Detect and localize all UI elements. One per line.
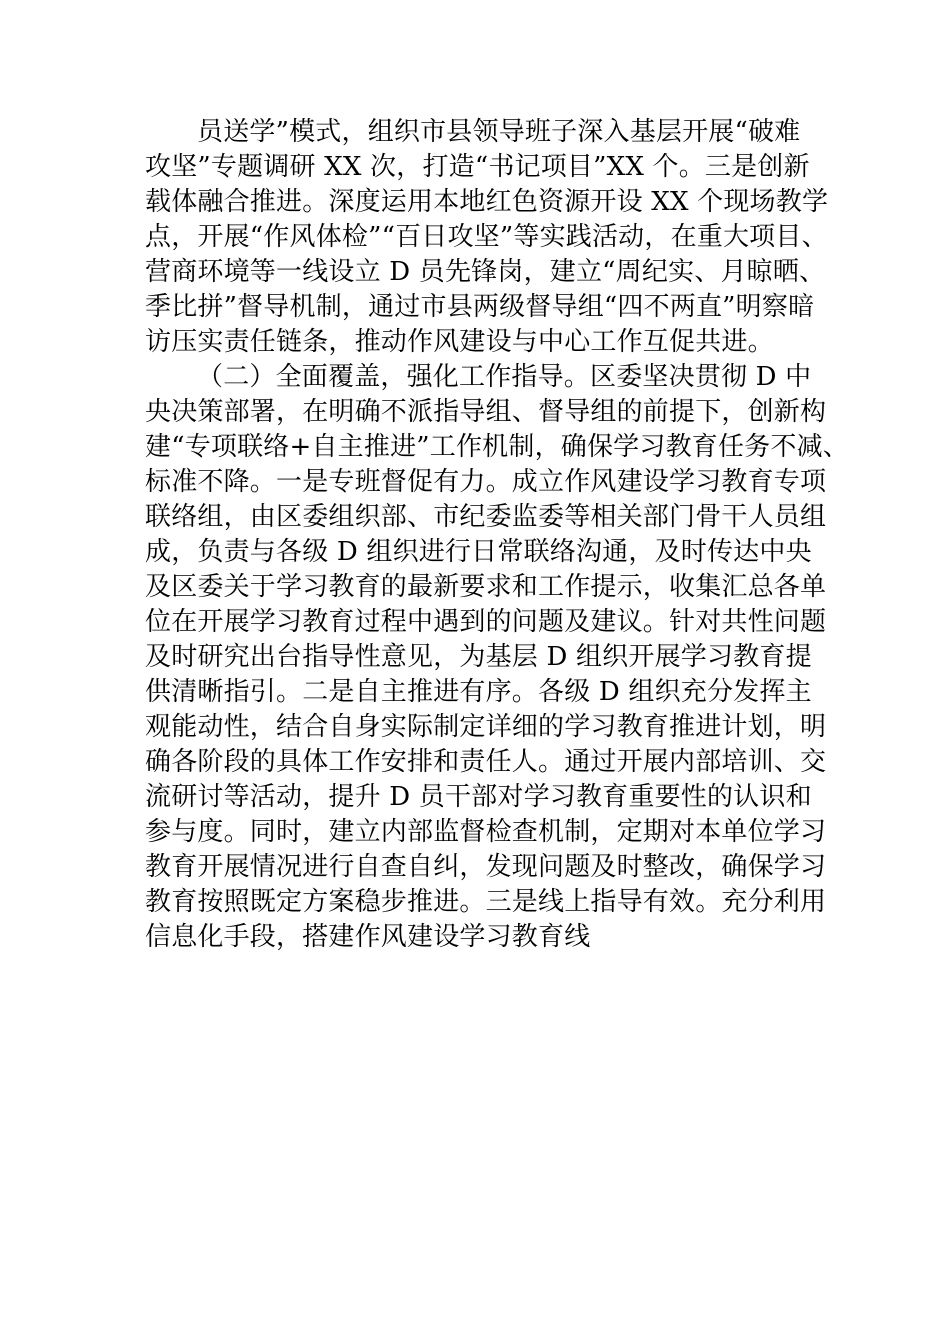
text-line: 教育按照既定方案稳步推进。三是线上指导有效。充分利用 (145, 887, 827, 917)
text-line: 流研讨等活动，提升 D 员干部对学习教育重要性的认识和 (145, 782, 812, 812)
text-line: 供清晰指引。二是自主推进有序。各级 D 组织充分发挥主 (145, 677, 812, 707)
text-line: 营商环境等一线设立 D 员先锋岗，建立“周纪实、月晾晒、 (145, 257, 826, 287)
text-line: 教育开展情况进行自查自纠，发现问题及时整改，确保学习 (145, 852, 827, 882)
text-line: 员送学”模式，组织市县领导班子深入基层开展“破难 (197, 117, 801, 147)
text-line: 央决策部署，在明确不派指导组、督导组的前提下，创新构 (145, 397, 827, 427)
document-body (145, 115, 849, 955)
paragraph-1 (145, 115, 829, 360)
text-line: 载体融合推进。深度运用本地红色资源开设 XX 个现场教学 (145, 187, 829, 217)
text-line: 联络组，由区委组织部、市纪委监委等相关部门骨干人员组 (145, 502, 827, 532)
text-line: 季比拼”督导机制，通过市县两级督导组“四不两直”明察暗 (145, 292, 815, 322)
text-line: 攻坚”专题调研 XX 次，打造“书记项目”XX 个。三是创新 (145, 152, 810, 182)
text-line: 观能动性，结合自身实际制定详细的学习教育推进计划，明 (145, 712, 827, 742)
text-line: 访压实责任链条，推动作风建设与中心工作互促共进。 (145, 327, 774, 357)
text-line: 成，负责与各级 D 组织进行日常联络沟通，及时传达中央 (145, 537, 812, 567)
text-line: 及时研究出台指导性意见，为基层 D 组织开展学习教育提 (145, 642, 812, 672)
text-line: 点，开展“作风体检”“百日攻坚”等实践活动，在重大项目、 (145, 222, 828, 252)
text-line: 参与度。同时，建立内部监督检查机制，定期对本单位学习 (145, 817, 827, 847)
text-line: 确各阶段的具体工作安排和责任人。通过开展内部培训、交 (145, 747, 827, 777)
paragraph-2 (145, 360, 849, 955)
text-line: 位在开展学习教育过程中遇到的问题及建议。针对共性问题 (145, 607, 827, 637)
text-line: 及区委关于学习教育的最新要求和工作提示，收集汇总各单 (145, 572, 827, 602)
text-line: 信息化手段，搭建作风建设学习教育线 (145, 922, 591, 952)
text-line: （二）全面覆盖，强化工作指导。区委坚决贯彻 D 中 (197, 362, 812, 392)
text-line: 建“专项联络+自主推进”工作机制，确保学习教育任务不减、 (145, 432, 849, 462)
text-line: 标准不降。一是专班督促有力。成立作风建设学习教育专项 (145, 467, 827, 497)
